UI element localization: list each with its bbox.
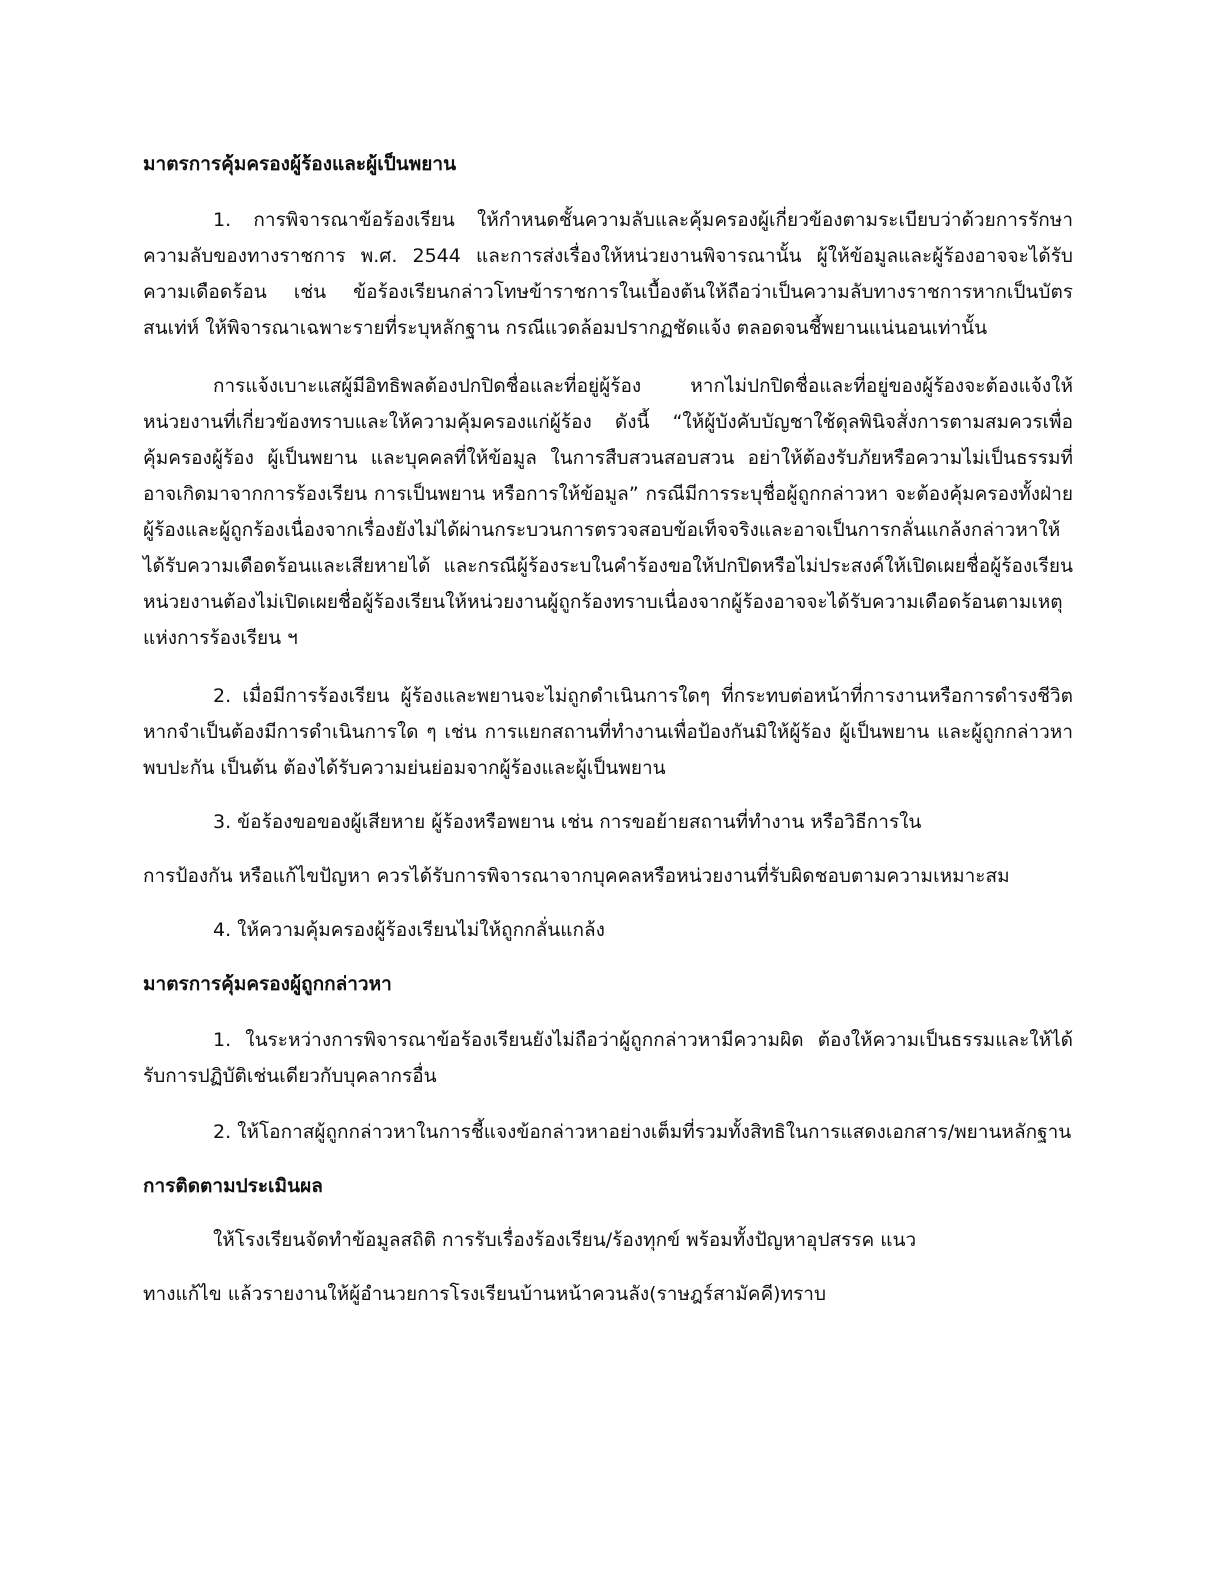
document-page bbox=[143, 146, 1073, 1312]
paragraph-complainant-1: 1. การพิจารณาข้อร้องเรียน ให้กำหนดชั้นความลับและคุ้มครองผู้เกี่ยวข้องตามระเบียบว่าด้วยการรักษาความลับของทางราชการ พ.ศ. 2544 และการส่งเรื่องให้หน่วยงานพิจารณานั้น ผู้ให้ข้อมูลและผู้ร้องอาจจะได้รับความเดือดร้อน เช่น ข้อร้องเรียนกล่าวโทษข้าราชการในเบื้องต้นให้ถือว่าเป็นความลับทางราชการหากเป็นบัตรสนเท่ห์ ให้พิจารณาเฉพาะรายที่ระบุหลักฐาน กรณีแวดล้อมปรากฏชัดแจ้ง ตลอดจนชี้พยานแน่นอนเท่านั้น bbox=[143, 209, 1073, 339]
paragraph-evaluation-line1: ให้โรงเรียนจัดทำข้อมูลสถิติ การรับเรื่องร้องเรียน/ร้องทุกข์ พร้อมทั้งปัญหาอุปสรรค แนว bbox=[213, 1229, 917, 1251]
paragraph-complainant-2: 2. เมื่อมีการร้องเรียน ผู้ร้องและพยานจะไม่ถูกดำเนินการใดๆ ที่กระทบต่อหน้าที่การงานหรือการดำรงชีวิต หากจำเป็นต้องมีการดำเนินการใด ๆ เช่น การแยกสถานที่ทำงานเพื่อป้องกันมิให้ผู้ร้อง ผู้เป็นพยาน และผู้ถูกกล่าวหาพบปะกัน เป็นต้น ต้องได้รับความย่นย่อมจากผู้ร้องและผู้เป็นพยาน bbox=[143, 685, 1073, 779]
paragraph-complainant-4: 4. ให้ความคุ้มครองผู้ร้องเรียนไม่ให้ถูกกลั่นแกล้ง bbox=[213, 919, 605, 941]
section-heading-evaluation: การติดตามประเมินผล bbox=[143, 1175, 323, 1197]
paragraph-complainant-3-line2: การป้องกัน หรือแก้ไขปัญหา ควรได้รับการพิจารณาจากบุคคลหรือหน่วยงานที่รับผิดชอบตามความเหมาะสม bbox=[143, 865, 1010, 887]
section-heading-complainant-protection: มาตรการคุ้มครองผู้ร้องและผู้เป็นพยาน bbox=[143, 153, 457, 175]
paragraph-accused-1: 1. ในระหว่างการพิจารณาข้อร้องเรียนยังไม่ถือว่าผู้ถูกกล่าวหามีความผิด ต้องให้ความเป็นธรรมและให้ได้รับการปฏิบัติเช่นเดียวกับบุคลากรอื่น bbox=[143, 1029, 1073, 1087]
section-heading-accused-protection: มาตรการคุ้มครองผู้ถูกกล่าวหา bbox=[143, 973, 392, 995]
paragraph-complainant-1b: การแจ้งเบาะแสผู้มีอิทธิพลต้องปกปิดชื่อและที่อยู่ผู้ร้อง หากไม่ปกปิดชื่อและที่อยู่ของผู้ร้องจะต้องแจ้งให้หน่วยงานที่เกี่ยวข้องทราบและให้ความคุ้มครองแก่ผู้ร้อง ดังนี้ “ให้ผู้บังคับบัญชาใช้ดุลพินิจสั่งการตามสมควรเพื่อคุ้มครองผู้ร้อง ผู้เป็นพยาน และบุคคลที่ให้ข้อมูล ในการสืบสวนสอบสวน อย่าให้ต้องรับภัยหรือความไม่เป็นธรรมที่อาจเกิดมาจากการร้องเรียน การเป็นพยาน หรือการให้ข้อมูล” กรณีมีการระบุชื่อผู้ถูกกล่าวหา จะต้องคุ้มครองทั้งฝ่ายผู้ร้องและผู้ถูกร้องเนื่องจากเรื่องยังไม่ได้ผ่านกระบวนการตรวจสอบข้อเท็จจริงและอาจเป็นการกลั่นแกล้งกล่าวหาให้ได้รับความเดือดร้อนและเสียหายได้ และกรณีผู้ร้องระบในคำร้องขอให้ปกปิดหรือไม่ประสงค์ให้เปิดเผยชื่อผู้ร้องเรียน หน่วยงานต้องไม่เปิดเผยชื่อผู้ร้องเรียนให้หน่วยงานผู้ถูกร้องทราบเนื่องจากผู้ร้องอาจจะได้รับความเดือดร้อนตามเหตุแห่งการร้องเรียน ฯ bbox=[143, 375, 1073, 649]
paragraph-complainant-3-line1: 3. ข้อร้องขอของผู้เสียหาย ผู้ร้องหรือพยาน เช่น การขอย้ายสถานที่ทำงาน หรือวิธีการใน bbox=[213, 811, 922, 833]
paragraph-evaluation-line2: ทางแก้ไข แล้วรายงานให้ผู้อำนวยการโรงเรียนบ้านหน้าควนลัง(ราษฎร์สามัคคี)ทราบ bbox=[143, 1283, 827, 1305]
paragraph-accused-2: 2. ให้โอกาสผู้ถูกกล่าวหาในการชี้แจงข้อกล่าวหาอย่างเต็มที่รวมทั้งสิทธิในการแสดงเอกสาร/พยานหลักฐาน bbox=[213, 1121, 1072, 1143]
